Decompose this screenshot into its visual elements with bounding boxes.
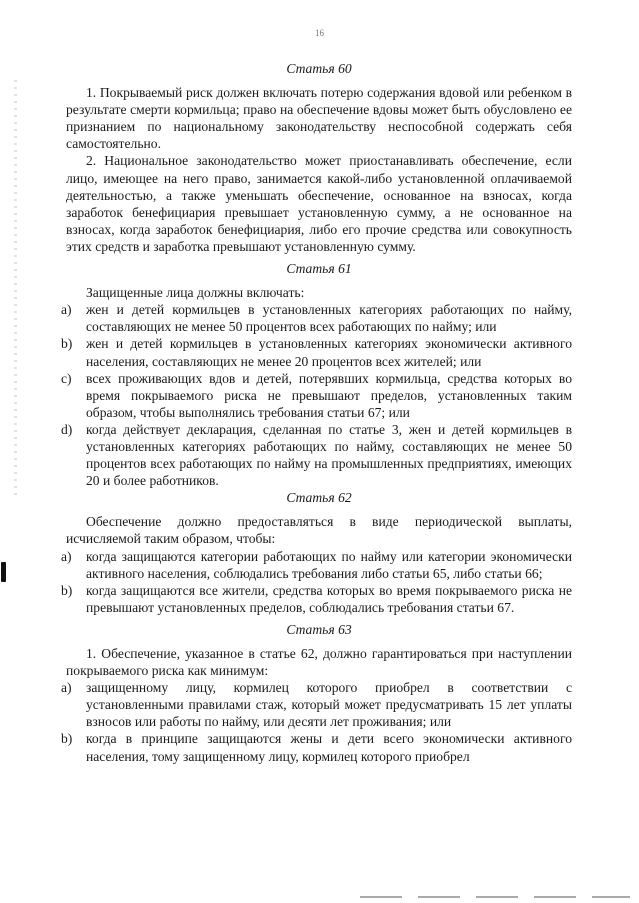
article-60-paragraph-2: 2. Национальное законодательство может приостанавливать обеспечение, если лицо, имеющее на него право, занимается какой-либо установленной оплачиваемой деятельностью, а также уменьшать обеспечение, основанное на взносах, когда заработок бенефициария превышает установленную сумму, а не основанное на взносах, когда заработок бенефициария, либо его прочие средства или совокупность этих средств и заработка превышают установленную сумму.: [66, 153, 572, 254]
article-61-heading: Статья 61: [286, 261, 352, 277]
article-61-item-d: d) когда действует декларация, сделанная по статье 3, жен и детей кормильцев в установленных категориях работающих по найму, составляющих не менее 50 процентов всех работающих по найму на промышленных предприятиях, имеющих 20 и более работников.: [61, 421, 572, 489]
binding-mark: [1, 562, 6, 582]
article-63-item-b: b) когда в принципе защищаются жены и дети всего экономически активного населения, тому защищенному лицу, кормилец которого приобрел: [61, 731, 572, 764]
article-61-item-a: a) жен и детей кормильцев в установленных категориях работающих по найму, составляющих не менее 50 процентов всех работающих по найму; или: [61, 302, 572, 335]
article-60-paragraph-1: 1. Покрываемый риск должен включать потерю содержания вдовой или ребенком в результате смерти кормильца; право на обеспечение вдовы может быть обусловлено ее признанием по национальному законодательству неспособной содержать себя самостоятельно.: [66, 85, 572, 152]
article-62-heading: Статья 62: [286, 490, 352, 506]
article-63-heading: Статья 63: [286, 621, 352, 637]
article-61-intro: Защищенные лица должны включать:: [86, 285, 305, 301]
article-62-item-a: a) когда защищаются категории работающих по найму или категории экономически активного населения, соблюдались требования либо статьи 65, либо статьи 66;: [61, 548, 572, 581]
article-61-item-b: b) жен и детей кормильцев в установленных категориях экономически активного населения, составляющих не менее 20 процентов всех жителей; или: [61, 336, 572, 369]
page-bottom-rule: [360, 896, 630, 898]
scan-artifact: [14, 80, 17, 500]
article-63-item-a: a) защищенному лицу, кормилец которого приобрел в соответствии с установленными правилами стаж, который может предусматривать 15 лет уплаты взносов или работы по найму, или десяти лет проживания; или: [61, 680, 572, 730]
page-number: 16: [315, 28, 324, 38]
article-63-intro: 1. Обеспечение, указанное в статье 62, должно гарантироваться при наступлении покрываемого риска как минимум:: [66, 646, 572, 679]
article-62-item-b: b) когда защищаются все жители, средства которых во время покрываемого риска не превышают установленных пределов, соблюдались требования статьи 67.: [61, 582, 572, 615]
document-body: [61, 60, 572, 765]
article-62-intro: Обеспечение должно предоставляться в виде периодической выплаты, исчисляемой таким образом, чтобы:: [66, 514, 572, 547]
article-60-heading: Статья 60: [286, 61, 352, 76]
article-61-item-c: c) всех проживающих вдов и детей, потерявших кормильца, средства которых во время покрываемого риска не превышают пределов, установленных таким образом, чтобы выполнялись требования статьи 67; или: [61, 370, 572, 420]
